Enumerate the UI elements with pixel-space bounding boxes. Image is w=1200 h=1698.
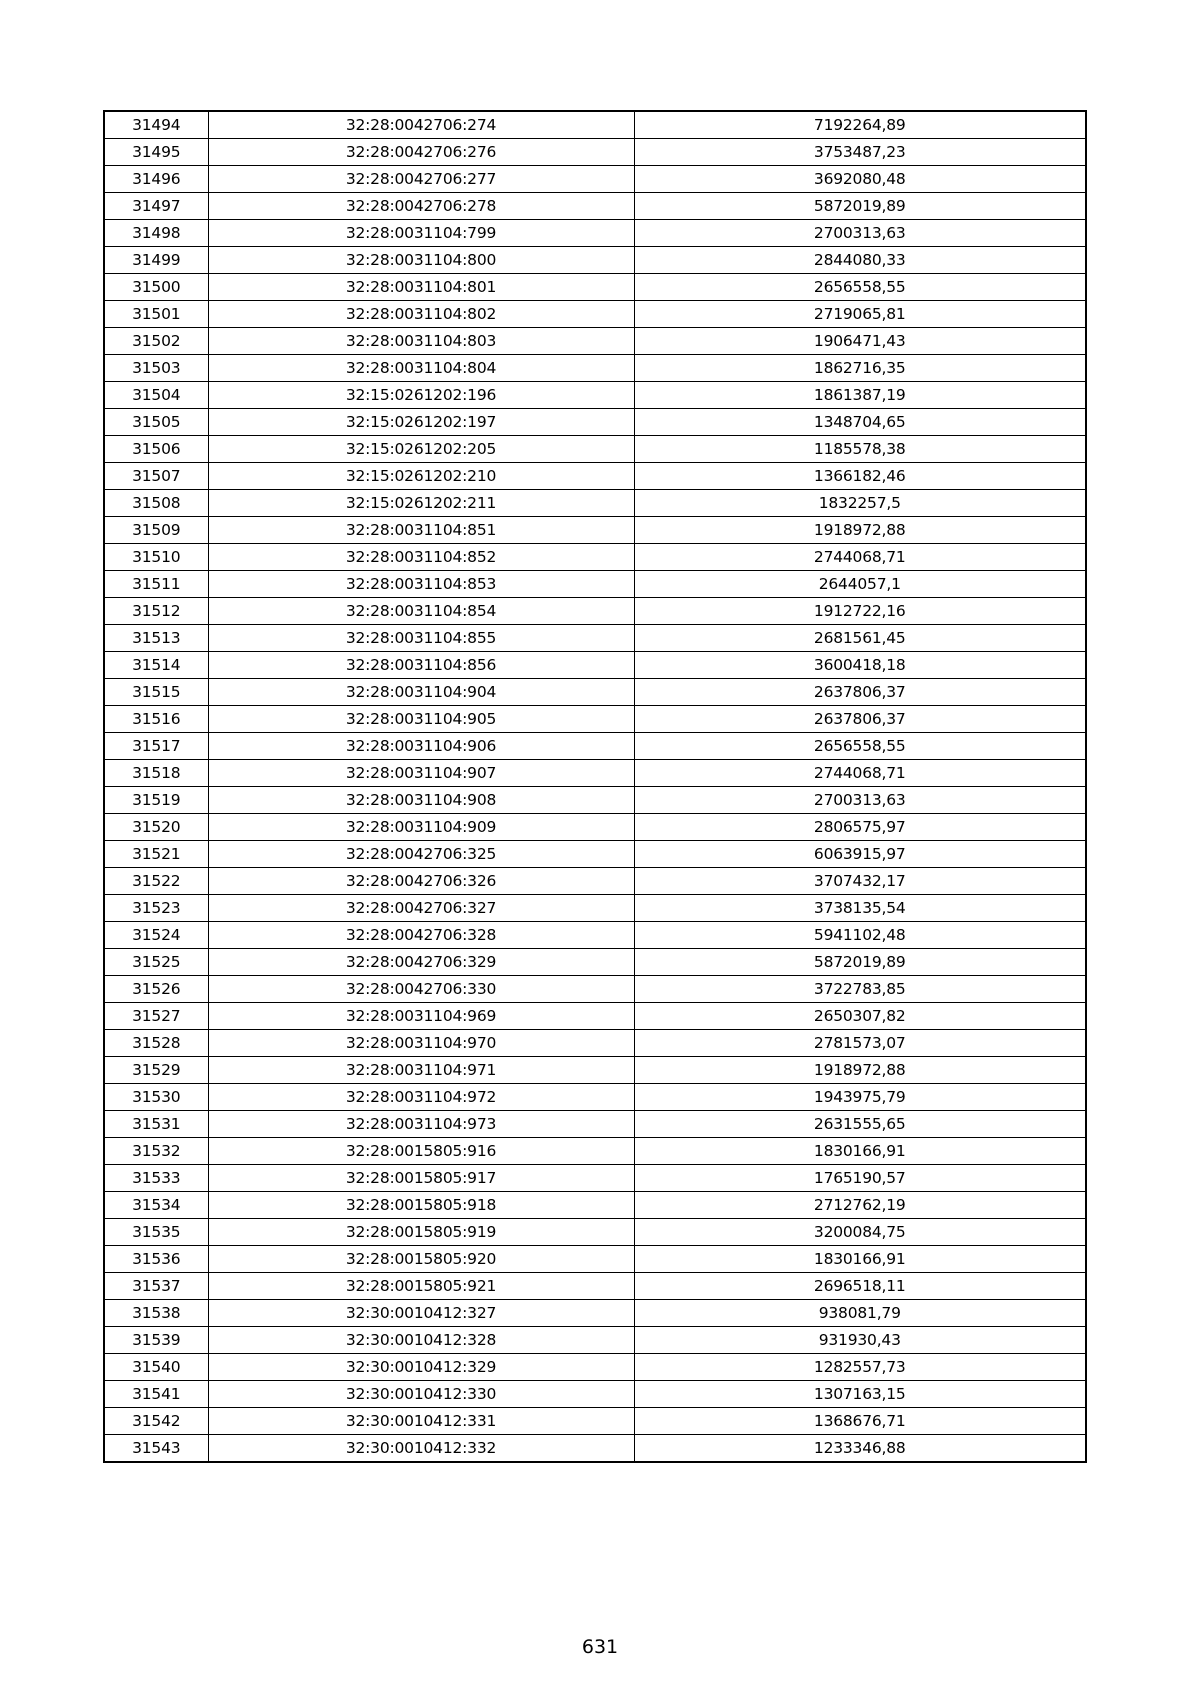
cadastral-number-cell: 32:28:0031104:855: [208, 625, 634, 652]
cadastral-number-cell: 32:28:0042706:276: [208, 139, 634, 166]
row-number-cell: 31523: [104, 895, 208, 922]
row-number-cell: 31535: [104, 1219, 208, 1246]
cadastral-value-cell: 5872019,89: [634, 949, 1086, 976]
row-number-cell: 31505: [104, 409, 208, 436]
row-number-cell: 31540: [104, 1354, 208, 1381]
row-number-cell: 31522: [104, 868, 208, 895]
cadastral-value-cell: 1282557,73: [634, 1354, 1086, 1381]
table-row: [104, 652, 1086, 679]
cadastral-value-cell: 2781573,07: [634, 1030, 1086, 1057]
row-number-cell: 31501: [104, 301, 208, 328]
cadastral-number-cell: 32:28:0015805:921: [208, 1273, 634, 1300]
row-number-cell: 31524: [104, 922, 208, 949]
cadastral-value-cell: 1918972,88: [634, 1057, 1086, 1084]
row-number-cell: 31495: [104, 139, 208, 166]
table-row: [104, 139, 1086, 166]
row-number-cell: 31498: [104, 220, 208, 247]
cadastral-number-cell: 32:30:0010412:330: [208, 1381, 634, 1408]
cadastral-number-cell: 32:28:0031104:908: [208, 787, 634, 814]
row-number-cell: 31541: [104, 1381, 208, 1408]
row-number-cell: 31519: [104, 787, 208, 814]
table-row: [104, 760, 1086, 787]
cadastral-number-cell: 32:28:0031104:803: [208, 328, 634, 355]
table-row: [104, 1246, 1086, 1273]
table-row: [104, 301, 1086, 328]
cadastral-value-cell: 1943975,79: [634, 1084, 1086, 1111]
table-row: [104, 1300, 1086, 1327]
cadastral-value-cell: 1906471,43: [634, 328, 1086, 355]
cadastral-value-cell: 2700313,63: [634, 787, 1086, 814]
cadastral-value-cell: 1918972,88: [634, 517, 1086, 544]
cadastral-number-cell: 32:28:0031104:906: [208, 733, 634, 760]
table-row: [104, 571, 1086, 598]
row-number-cell: 31521: [104, 841, 208, 868]
cadastral-number-cell: 32:30:0010412:327: [208, 1300, 634, 1327]
cadastral-value-cell: 2700313,63: [634, 220, 1086, 247]
table-row: [104, 787, 1086, 814]
table-row: [104, 111, 1086, 139]
row-number-cell: 31496: [104, 166, 208, 193]
table-row: [104, 1084, 1086, 1111]
cadastral-value-cell: 1348704,65: [634, 409, 1086, 436]
row-number-cell: 31536: [104, 1246, 208, 1273]
table-row: [104, 220, 1086, 247]
cadastral-value-cell: 1862716,35: [634, 355, 1086, 382]
cadastral-value-cell: 2681561,45: [634, 625, 1086, 652]
cadastral-number-cell: 32:28:0031104:970: [208, 1030, 634, 1057]
cadastral-number-cell: 32:28:0015805:920: [208, 1246, 634, 1273]
cadastral-number-cell: 32:28:0042706:278: [208, 193, 634, 220]
cadastral-number-cell: 32:15:0261202:205: [208, 436, 634, 463]
cadastral-value-cell: 5941102,48: [634, 922, 1086, 949]
cadastral-number-cell: 32:28:0015805:918: [208, 1192, 634, 1219]
cadastral-number-cell: 32:28:0031104:971: [208, 1057, 634, 1084]
row-number-cell: 31508: [104, 490, 208, 517]
cadastral-value-cell: 2637806,37: [634, 679, 1086, 706]
table-row: [104, 1057, 1086, 1084]
table-row: [104, 1219, 1086, 1246]
page-number: 631: [581, 1636, 619, 1658]
cadastral-value-cell: 2719065,81: [634, 301, 1086, 328]
cadastral-number-cell: 32:28:0031104:854: [208, 598, 634, 625]
cadastral-number-cell: 32:28:0031104:907: [208, 760, 634, 787]
table-row: [104, 625, 1086, 652]
cadastral-number-cell: 32:28:0042706:326: [208, 868, 634, 895]
cadastral-number-cell: 32:28:0031104:852: [208, 544, 634, 571]
cadastral-number-cell: 32:30:0010412:329: [208, 1354, 634, 1381]
table-row: [104, 706, 1086, 733]
cadastral-value-cell: 3600418,18: [634, 652, 1086, 679]
cadastral-number-cell: 32:28:0031104:799: [208, 220, 634, 247]
cadastral-number-cell: 32:28:0042706:325: [208, 841, 634, 868]
row-number-cell: 31503: [104, 355, 208, 382]
table-row: [104, 922, 1086, 949]
table-row: [104, 544, 1086, 571]
cadastral-value-cell: 3753487,23: [634, 139, 1086, 166]
cadastral-value-cell: 1233346,88: [634, 1435, 1086, 1463]
row-number-cell: 31534: [104, 1192, 208, 1219]
cadastral-value-cell: 2650307,82: [634, 1003, 1086, 1030]
cadastral-number-cell: 32:15:0261202:196: [208, 382, 634, 409]
cadastral-value-cell: 931930,43: [634, 1327, 1086, 1354]
table-row: [104, 679, 1086, 706]
table-row: [104, 1003, 1086, 1030]
table-row: [104, 1327, 1086, 1354]
row-number-cell: 31497: [104, 193, 208, 220]
table-row: [104, 247, 1086, 274]
cadastral-number-cell: 32:28:0031104:856: [208, 652, 634, 679]
cadastral-value-cell: 2656558,55: [634, 733, 1086, 760]
row-number-cell: 31500: [104, 274, 208, 301]
table-row: [104, 490, 1086, 517]
row-number-cell: 31542: [104, 1408, 208, 1435]
cadastral-value-cell: 7192264,89: [634, 111, 1086, 139]
row-number-cell: 31543: [104, 1435, 208, 1463]
table-row: [104, 1381, 1086, 1408]
cadastral-value-cell: 2644057,1: [634, 571, 1086, 598]
cadastral-value-cell: 2696518,11: [634, 1273, 1086, 1300]
cadastral-number-cell: 32:28:0042706:277: [208, 166, 634, 193]
row-number-cell: 31511: [104, 571, 208, 598]
cadastral-value-cell: 2744068,71: [634, 544, 1086, 571]
cadastral-number-cell: 32:28:0031104:801: [208, 274, 634, 301]
table-row: [104, 328, 1086, 355]
table-row: [104, 1192, 1086, 1219]
cadastral-value-cell: 1912722,16: [634, 598, 1086, 625]
row-number-cell: 31514: [104, 652, 208, 679]
row-number-cell: 31517: [104, 733, 208, 760]
row-number-cell: 31530: [104, 1084, 208, 1111]
table-row: [104, 868, 1086, 895]
row-number-cell: 31494: [104, 111, 208, 139]
cadastral-number-cell: 32:28:0015805:917: [208, 1165, 634, 1192]
cadastral-number-cell: 32:15:0261202:211: [208, 490, 634, 517]
row-number-cell: 31502: [104, 328, 208, 355]
table-row: [104, 463, 1086, 490]
cadastral-number-cell: 32:28:0031104:802: [208, 301, 634, 328]
table-row: [104, 436, 1086, 463]
table-row: [104, 814, 1086, 841]
cadastral-number-cell: 32:28:0031104:909: [208, 814, 634, 841]
cadastral-number-cell: 32:28:0031104:800: [208, 247, 634, 274]
row-number-cell: 31515: [104, 679, 208, 706]
row-number-cell: 31516: [104, 706, 208, 733]
row-number-cell: 31531: [104, 1111, 208, 1138]
cadastral-value-cell: 2744068,71: [634, 760, 1086, 787]
table-row: [104, 382, 1086, 409]
table-row: [104, 895, 1086, 922]
row-number-cell: 31529: [104, 1057, 208, 1084]
row-number-cell: 31507: [104, 463, 208, 490]
cadastral-value-cell: 938081,79: [634, 1300, 1086, 1327]
table-row: [104, 166, 1086, 193]
cadastral-number-cell: 32:28:0042706:274: [208, 111, 634, 139]
row-number-cell: 31527: [104, 1003, 208, 1030]
cadastral-value-cell: 1830166,91: [634, 1138, 1086, 1165]
cadastral-value-cell: 2712762,19: [634, 1192, 1086, 1219]
table-row: [104, 193, 1086, 220]
table-row: [104, 1273, 1086, 1300]
cadastral-number-cell: 32:28:0042706:327: [208, 895, 634, 922]
row-number-cell: 31510: [104, 544, 208, 571]
table-row: [104, 1030, 1086, 1057]
cadastral-value-cell: 6063915,97: [634, 841, 1086, 868]
cadastral-value-cell: 1832257,5: [634, 490, 1086, 517]
cadastral-value-cell: 2637806,37: [634, 706, 1086, 733]
cadastral-value-cell: 2631555,65: [634, 1111, 1086, 1138]
table-row: [104, 409, 1086, 436]
row-number-cell: 31504: [104, 382, 208, 409]
cadastral-value-cell: 3200084,75: [634, 1219, 1086, 1246]
cadastral-value-cell: 1830166,91: [634, 1246, 1086, 1273]
cadastral-number-cell: 32:28:0042706:330: [208, 976, 634, 1003]
cadastral-value-cell: 1185578,38: [634, 436, 1086, 463]
cadastral-number-cell: 32:30:0010412:328: [208, 1327, 634, 1354]
cadastral-value-cell: 3738135,54: [634, 895, 1086, 922]
cadastral-value-cell: 2844080,33: [634, 247, 1086, 274]
cadastral-number-cell: 32:15:0261202:210: [208, 463, 634, 490]
row-number-cell: 31533: [104, 1165, 208, 1192]
table-body: [104, 111, 1086, 1462]
cadastral-number-cell: 32:28:0042706:328: [208, 922, 634, 949]
cadastral-number-cell: 32:28:0015805:919: [208, 1219, 634, 1246]
cadastral-value-cell: 5872019,89: [634, 193, 1086, 220]
cadastral-value-cell: 2656558,55: [634, 274, 1086, 301]
table-row: [104, 1435, 1086, 1463]
cadastral-number-cell: 32:28:0042706:329: [208, 949, 634, 976]
cadastral-value-cell: 1368676,71: [634, 1408, 1086, 1435]
table-row: [104, 1165, 1086, 1192]
cadastral-value-cell: 1861387,19: [634, 382, 1086, 409]
cadastral-number-cell: 32:28:0031104:853: [208, 571, 634, 598]
table-row: [104, 598, 1086, 625]
row-number-cell: 31520: [104, 814, 208, 841]
cadastral-value-cell: 3692080,48: [634, 166, 1086, 193]
cadastral-value-cell: 1366182,46: [634, 463, 1086, 490]
row-number-cell: 31513: [104, 625, 208, 652]
row-number-cell: 31512: [104, 598, 208, 625]
table-row: [104, 1354, 1086, 1381]
cadastral-value-cell: 1765190,57: [634, 1165, 1086, 1192]
row-number-cell: 31525: [104, 949, 208, 976]
cadastral-number-cell: 32:15:0261202:197: [208, 409, 634, 436]
table-row: [104, 517, 1086, 544]
table-row: [104, 841, 1086, 868]
row-number-cell: 31526: [104, 976, 208, 1003]
table-row: [104, 1138, 1086, 1165]
table-row: [104, 949, 1086, 976]
table-row: [104, 274, 1086, 301]
row-number-cell: 31518: [104, 760, 208, 787]
cadastral-number-cell: 32:28:0015805:916: [208, 1138, 634, 1165]
table-row: [104, 976, 1086, 1003]
cadastral-number-cell: 32:28:0031104:969: [208, 1003, 634, 1030]
cadastral-value-cell: 3707432,17: [634, 868, 1086, 895]
row-number-cell: 31528: [104, 1030, 208, 1057]
cadastral-number-cell: 32:28:0031104:804: [208, 355, 634, 382]
cadastral-number-cell: 32:30:0010412:331: [208, 1408, 634, 1435]
row-number-cell: 31499: [104, 247, 208, 274]
table-row: [104, 1111, 1086, 1138]
cadastral-number-cell: 32:28:0031104:905: [208, 706, 634, 733]
cadastral-value-table: [103, 110, 1087, 1463]
cadastral-value-cell: 2806575,97: [634, 814, 1086, 841]
cadastral-number-cell: 32:28:0031104:904: [208, 679, 634, 706]
cadastral-number-cell: 32:30:0010412:332: [208, 1435, 634, 1463]
cadastral-value-cell: 1307163,15: [634, 1381, 1086, 1408]
table-row: [104, 733, 1086, 760]
cadastral-value-cell: 3722783,85: [634, 976, 1086, 1003]
table-row: [104, 355, 1086, 382]
row-number-cell: 31539: [104, 1327, 208, 1354]
table-row: [104, 1408, 1086, 1435]
row-number-cell: 31509: [104, 517, 208, 544]
row-number-cell: 31532: [104, 1138, 208, 1165]
cadastral-number-cell: 32:28:0031104:972: [208, 1084, 634, 1111]
row-number-cell: 31538: [104, 1300, 208, 1327]
row-number-cell: 31537: [104, 1273, 208, 1300]
cadastral-number-cell: 32:28:0031104:851: [208, 517, 634, 544]
row-number-cell: 31506: [104, 436, 208, 463]
cadastral-number-cell: 32:28:0031104:973: [208, 1111, 634, 1138]
